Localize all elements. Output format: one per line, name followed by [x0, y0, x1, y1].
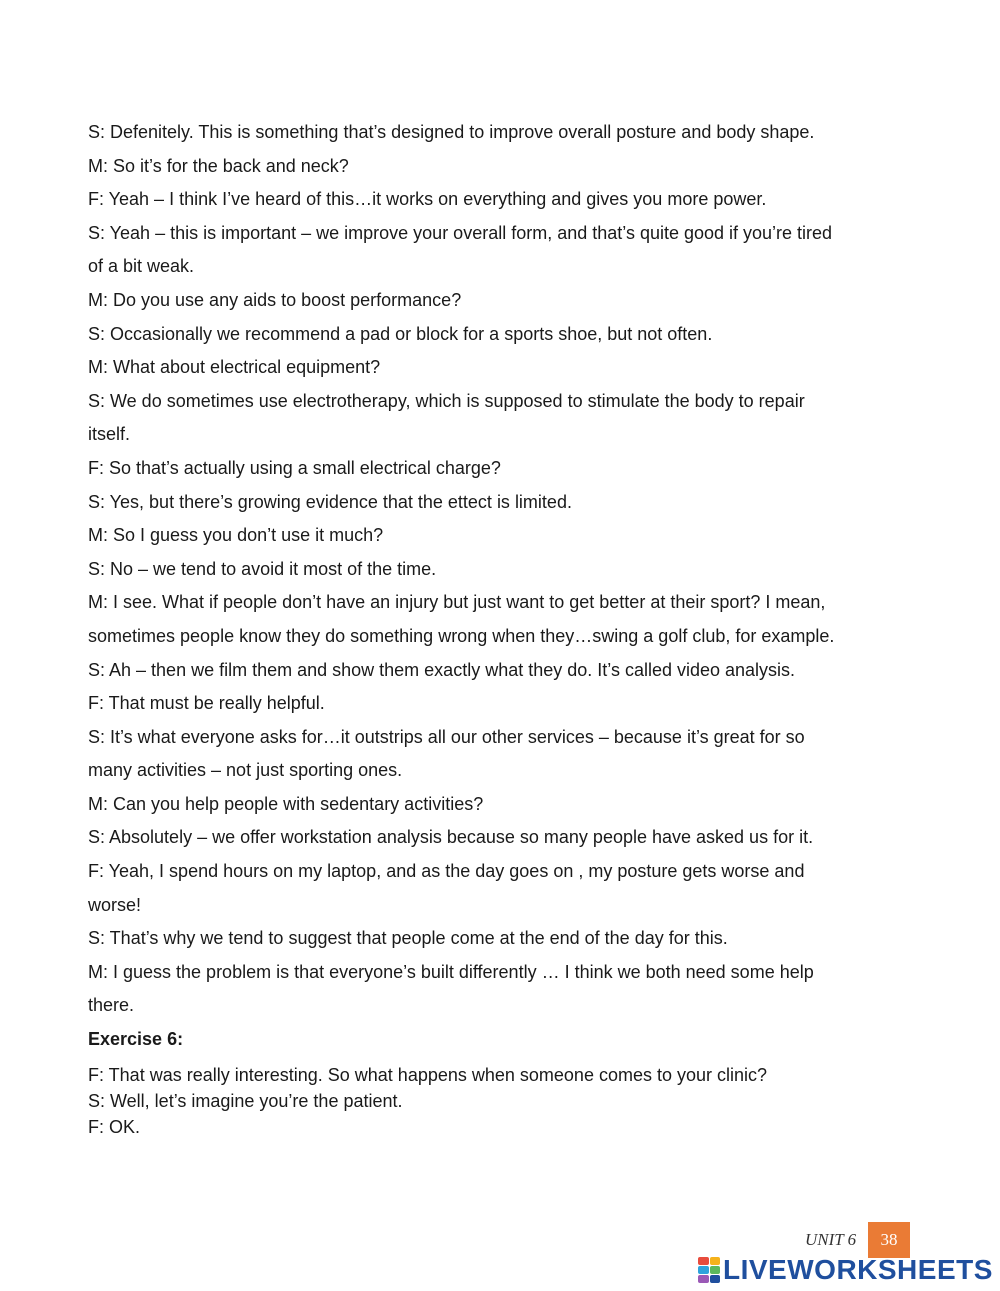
transcript-line: S: That’s why we tend to suggest that people come at the end of the day for this.	[88, 928, 728, 949]
transcript-line: worse!	[88, 894, 142, 915]
transcript-line: F: OK.	[88, 1117, 141, 1137]
transcript-line: S: Well, let’s imagine you’re the patient.	[88, 1091, 403, 1111]
transcript-line: F: That must be really helpful.	[88, 693, 325, 714]
transcript-line: F: Yeah, I spend hours on my laptop, and as the day goes on , my posture gets worse and	[88, 861, 805, 882]
page-number: 38	[868, 1222, 910, 1258]
transcript-line: S: Defenitely. This is something that’s designed to improve overall posture and body shape.	[88, 122, 815, 142]
transcript-line: sometimes people know they do something wrong when they…swing a golf club, for example.	[88, 625, 835, 646]
liveworksheets-brand	[698, 1254, 993, 1286]
transcript-line: S: Yeah – this is important – we improve your overall form, and that’s quite good if you’re tired	[88, 222, 833, 243]
transcript-line: F: So that’s actually using a small electrical charge?	[88, 457, 501, 478]
transcript-line: M: I guess the problem is that everyone’s built differently … I think we both need some help	[88, 961, 814, 982]
transcript-line: S: We do sometimes use electrotherapy, which is supposed to stimulate the body to repair	[88, 390, 805, 411]
transcript-line: of a bit weak.	[88, 256, 195, 277]
transcript-line: M: Can you help people with sedentary activities?	[88, 793, 484, 814]
exercise-6-transcript	[88, 1062, 918, 1140]
brand-wordmark: LIVEWORKSHEETS	[723, 1254, 993, 1285]
transcript-line: S: It’s what everyone asks for…it outstrips all our other services – because it’s great for so	[88, 726, 805, 747]
transcript-line: S: No – we tend to avoid it most of the time.	[88, 558, 437, 579]
transcript-line: there.	[88, 995, 135, 1016]
transcript-line: itself.	[88, 424, 131, 445]
transcript-line: F: Yeah – I think I’ve heard of this…it works on everything and gives you more power.	[88, 189, 767, 210]
transcript-line: S: Absolutely – we offer workstation analysis because so many people have asked us for it.	[88, 827, 814, 848]
transcript-line: M: I see. What if people don’t have an injury but just want to get better at their sport? I mean,	[88, 592, 826, 613]
exercise-heading: Exercise 6:	[88, 1029, 184, 1050]
transcript-line: M: What about electrical equipment?	[88, 357, 381, 378]
transcript-line: M: Do you use any aids to boost performance?	[88, 289, 462, 310]
transcript-line: M: So it’s for the back and neck?	[88, 155, 349, 176]
transcript-line: F: That was really interesting. So what happens when someone comes to your clinic?	[88, 1065, 768, 1085]
transcript-line: S: Occasionally we recommend a pad or block for a sports shoe, but not often.	[88, 323, 713, 344]
transcript-line: many activities – not just sporting ones.	[88, 760, 403, 781]
transcript-body	[88, 116, 918, 1057]
transcript-line: M: So I guess you don’t use it much?	[88, 525, 384, 546]
transcript-line: S: Yes, but there’s growing evidence that the ettect is limited.	[88, 491, 572, 512]
liveworksheets-logo-icon	[698, 1257, 720, 1283]
unit-label: UNIT 6	[805, 1230, 857, 1249]
transcript-line: S: Ah – then we film them and show them exactly what they do. It’s called video analysis.	[88, 659, 796, 680]
